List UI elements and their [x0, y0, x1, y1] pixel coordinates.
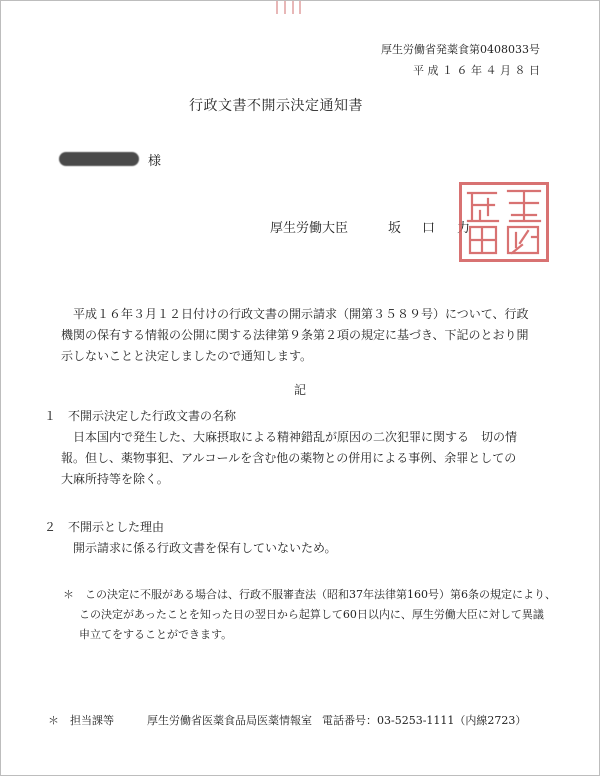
punch-marks — [273, 1, 303, 15]
sender-name-part: 坂 — [388, 221, 402, 236]
intro-line: 平成１６年３月１２日付けの行政文書の開示請求（開第３５８９号）について、行政 — [73, 307, 529, 321]
sender-name-part: 口 — [422, 221, 436, 236]
section-1 — [44, 406, 236, 427]
seal-glyphs — [462, 185, 546, 259]
official-seal — [459, 182, 549, 262]
section-2 — [44, 517, 164, 538]
intro-paragraph — [61, 304, 529, 367]
sender-office: 厚生労働大臣 — [270, 221, 349, 236]
section-1-line: 日本国内で発生した、大麻摂取による精神錯乱が原因の二次犯罪に関する 切の情 — [73, 430, 518, 444]
ki-marker: 記 — [294, 383, 307, 397]
section-1-number: １ — [44, 409, 57, 423]
section-2-heading-row — [44, 517, 164, 538]
section-1-body — [61, 427, 517, 490]
document-date: 平 成 １ ６ 年 ４ 月 ８ 日 — [413, 64, 540, 77]
document-title: 行政文書不開示決定通知書 — [189, 98, 363, 114]
contact-department: 厚生労働省医薬食品局医薬情報室 — [147, 714, 312, 727]
section-2-line: 開示請求に係る行政文書を保有していないため。 — [73, 541, 337, 555]
section-1-line: 報。但し、薬物事犯、アルコールを含む他の薬物との併用による事例、余罪としての — [61, 451, 517, 465]
section-2-body — [73, 538, 337, 559]
section-1-heading-row — [44, 406, 236, 427]
section-2-number: ２ — [44, 520, 57, 534]
section-1-line: 大麻所持等を除く。 — [61, 472, 169, 486]
document-number: 厚生労働省発薬食第0408033号 — [381, 43, 540, 56]
recipient-honorific: 様 — [148, 154, 162, 169]
section-2-heading: 不開示とした理由 — [68, 520, 165, 534]
contact-phone: 電話番号：03-5253-1111（内線2723） — [322, 714, 527, 727]
appeal-notice-line: ＊ この決定に不服がある場合は、行政不服審査法（昭和37年法律第160号）第6条の規定により、 — [63, 588, 556, 601]
contact-label: ＊ 担当課等 — [48, 714, 114, 727]
sender-name-part: 力 — [457, 221, 471, 236]
section-1-heading: 不開示決定した行政文書の名称 — [68, 409, 237, 423]
appeal-notice — [63, 585, 556, 645]
redacted-recipient-name — [59, 152, 139, 166]
appeal-notice-line: 申立てをすることができます。 — [79, 628, 233, 641]
intro-line: 機関の保有する情報の公開に関する法律第９条第２項の規定に基づき、下記のとおり開 — [61, 328, 529, 342]
intro-line: 示しないことと決定しましたので通知します。 — [61, 349, 313, 363]
appeal-notice-line: この決定があったことを知った日の翌日から起算して60日以内に、厚生労働大臣に対して異議 — [79, 608, 544, 621]
